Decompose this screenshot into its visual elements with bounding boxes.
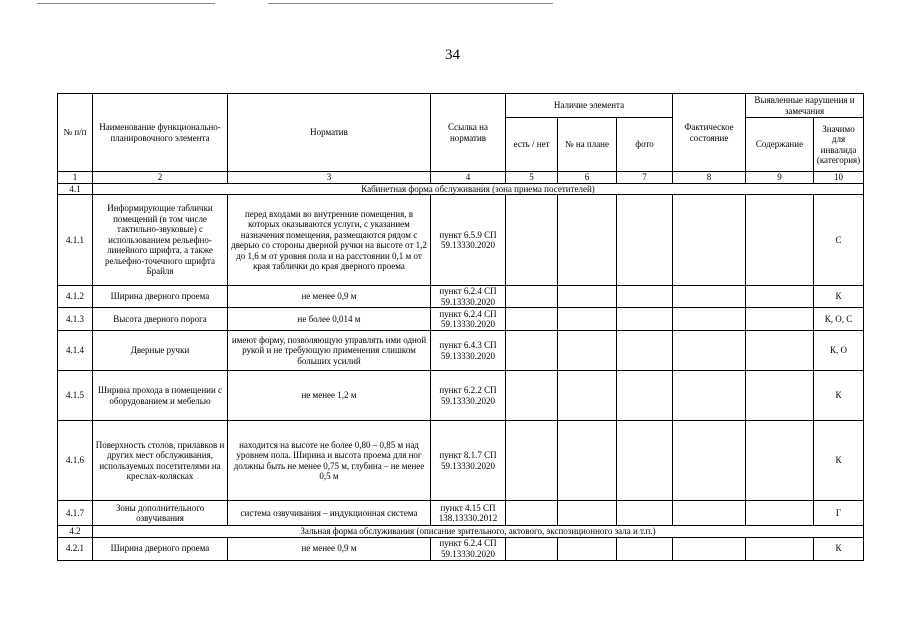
element-name: Зоны дополнительного озвучивания <box>93 501 228 526</box>
row-number: 4.1.2 <box>58 286 93 308</box>
presence-yes-no-cell <box>506 421 558 501</box>
row-number: 4.2.1 <box>58 537 93 560</box>
actual-state-cell <box>673 371 746 421</box>
row-number: 4.1.6 <box>58 421 93 501</box>
norm-text: находится на высоте не более 0,80 – 0,85 м над уровнем пола. Ширина и высота проема для ног должны быть не менее 0,75 м, глубина – не менее 0,5 м <box>228 421 431 501</box>
column-index-cell: 1 <box>58 172 93 184</box>
photo-cell <box>617 371 673 421</box>
column-index-cell: 3 <box>228 172 431 184</box>
violation-content-cell <box>746 331 814 371</box>
section-title: Зальная форма обслуживания (описание зрительного, актового, экспозиционного зала и т.п.) <box>93 526 864 538</box>
row-number: 4.1.3 <box>58 308 93 331</box>
violation-content-cell <box>746 421 814 501</box>
presence-yes-no-cell <box>506 286 558 308</box>
norm-text: система озвучивания – индукционная система <box>228 501 431 526</box>
presence-yes-no-cell <box>506 537 558 560</box>
plan-number-cell <box>558 421 617 501</box>
actual-state-cell <box>673 421 746 501</box>
column-index-cell: 6 <box>558 172 617 184</box>
header-presence-photo: фото <box>617 118 673 172</box>
norm-text: не менее 0,9 м <box>228 286 431 308</box>
norm-reference: пункт 6.2.4 СП 59.13330.2020 <box>431 308 506 331</box>
table-row <box>58 286 864 308</box>
norm-reference: пункт 6.5.9 СП 59.13330.2020 <box>431 195 506 286</box>
photo-cell <box>617 421 673 501</box>
plan-number-cell <box>558 286 617 308</box>
page-number: 34 <box>445 47 460 63</box>
section-row <box>58 526 864 538</box>
scan-edge-line <box>37 3 215 4</box>
row-number: 4.1.7 <box>58 501 93 526</box>
table-row <box>58 501 864 526</box>
table-row <box>58 308 864 331</box>
table-row <box>58 331 864 371</box>
disability-category: К, О <box>814 331 864 371</box>
actual-state-cell <box>673 331 746 371</box>
actual-state-cell <box>673 501 746 526</box>
norm-reference: пункт 8.1.7 СП 59.13330.2020 <box>431 421 506 501</box>
table-row <box>58 421 864 501</box>
disability-category: Г <box>814 501 864 526</box>
element-name: Высота дверного порога <box>93 308 228 331</box>
plan-number-cell <box>558 308 617 331</box>
norm-text: не менее 0,9 м <box>228 537 431 560</box>
norm-text: имеют форму, позволяющую управлять ими одной рукой и не требующую применения слишком больших усилий <box>228 331 431 371</box>
row-number: 4.1.1 <box>58 195 93 286</box>
violation-content-cell <box>746 371 814 421</box>
header-num: № п/п <box>58 94 93 172</box>
disability-category: К <box>814 537 864 560</box>
presence-yes-no-cell <box>506 195 558 286</box>
header-presence-plan-number: № на плане <box>558 118 617 172</box>
disability-category: К <box>814 421 864 501</box>
section-number: 4.1 <box>58 183 93 195</box>
norm-reference: пункт 6.4.3 СП 59.13330.2020 <box>431 331 506 371</box>
header-presence-yes-no: есть / нет <box>506 118 558 172</box>
norm-text: перед входами во внутренние помещения, в которых оказываются услуги, с указанием назначения помещения, размещаются рядом с дверью со стороны дверной ручки на высоте от 1,2 до 1,6 м от уровня пола и на расстоянии 0,1 м от края таблички до края дверного проема <box>228 195 431 286</box>
header-violations: Выявленные нарушения и замечания <box>746 94 864 118</box>
table-row <box>58 371 864 421</box>
disability-category: К, О, С <box>814 308 864 331</box>
column-index-cell: 2 <box>93 172 228 184</box>
actual-state-cell <box>673 286 746 308</box>
section-number: 4.2 <box>58 526 93 538</box>
presence-yes-no-cell <box>506 331 558 371</box>
element-name: Ширина дверного проема <box>93 537 228 560</box>
violation-content-cell <box>746 537 814 560</box>
element-name: Ширина прохода в помещении с оборудованием и мебелью <box>93 371 228 421</box>
header-element-presence: Наличие элемента <box>506 94 673 118</box>
table-row <box>58 537 864 560</box>
norm-text: не более 0,014 м <box>228 308 431 331</box>
element-name: Поверхность столов, прилавков и других мест обслуживания, используемых посетителями на креслах-колясках <box>93 421 228 501</box>
element-name: Информирующие таблички помещений (в том числе тактильно-звуковые) с использованием рельефно-линейного шрифта, а также рельефно-точечного шрифта Брайля <box>93 195 228 286</box>
norm-reference: пункт 6.2.4 СП 59.13330.2020 <box>431 537 506 560</box>
header-norm: Норматив <box>228 94 431 172</box>
norm-reference: пункт 6.2.2 СП 59.13330.2020 <box>431 371 506 421</box>
scan-edge-line <box>268 3 553 4</box>
actual-state-cell <box>673 308 746 331</box>
disability-category: С <box>814 195 864 286</box>
header-norm-reference: Ссылка на норматив <box>431 94 506 172</box>
norm-reference: пункт 6.2.4 СП 59.13330.2020 <box>431 286 506 308</box>
accessibility-checklist-table <box>57 93 864 561</box>
violation-content-cell <box>746 195 814 286</box>
plan-number-cell <box>558 501 617 526</box>
table-row <box>58 195 864 286</box>
element-name: Дверные ручки <box>93 331 228 371</box>
header-violation-significance: Значимо для инвалида (категория) <box>814 118 864 172</box>
photo-cell <box>617 501 673 526</box>
presence-yes-no-cell <box>506 501 558 526</box>
header-element-name: Наименование функционально-планировочного элемента <box>93 94 228 172</box>
column-index-cell: 10 <box>814 172 864 184</box>
plan-number-cell <box>558 371 617 421</box>
column-index-cell: 5 <box>506 172 558 184</box>
element-name: Ширина дверного проема <box>93 286 228 308</box>
norm-reference: пункт 4.15 СП 138.13330.2012 <box>431 501 506 526</box>
photo-cell <box>617 286 673 308</box>
column-index-cell: 7 <box>617 172 673 184</box>
column-index-cell: 4 <box>431 172 506 184</box>
photo-cell <box>617 537 673 560</box>
section-title: Кабинетная форма обслуживания (зона приема посетителей) <box>93 183 864 195</box>
violation-content-cell <box>746 308 814 331</box>
row-number: 4.1.4 <box>58 331 93 371</box>
plan-number-cell <box>558 195 617 286</box>
header-violation-content: Содержание <box>746 118 814 172</box>
actual-state-cell <box>673 195 746 286</box>
photo-cell <box>617 308 673 331</box>
photo-cell <box>617 195 673 286</box>
photo-cell <box>617 331 673 371</box>
section-row <box>58 183 864 195</box>
violation-content-cell <box>746 286 814 308</box>
plan-number-cell <box>558 331 617 371</box>
violation-content-cell <box>746 501 814 526</box>
norm-text: не менее 1,2 м <box>228 371 431 421</box>
presence-yes-no-cell <box>506 308 558 331</box>
presence-yes-no-cell <box>506 371 558 421</box>
disability-category: К <box>814 286 864 308</box>
row-number: 4.1.5 <box>58 371 93 421</box>
column-index-cell: 8 <box>673 172 746 184</box>
actual-state-cell <box>673 537 746 560</box>
plan-number-cell <box>558 537 617 560</box>
disability-category: К <box>814 371 864 421</box>
header-actual-state: Фактическое состояние <box>673 94 746 172</box>
column-index-cell: 9 <box>746 172 814 184</box>
